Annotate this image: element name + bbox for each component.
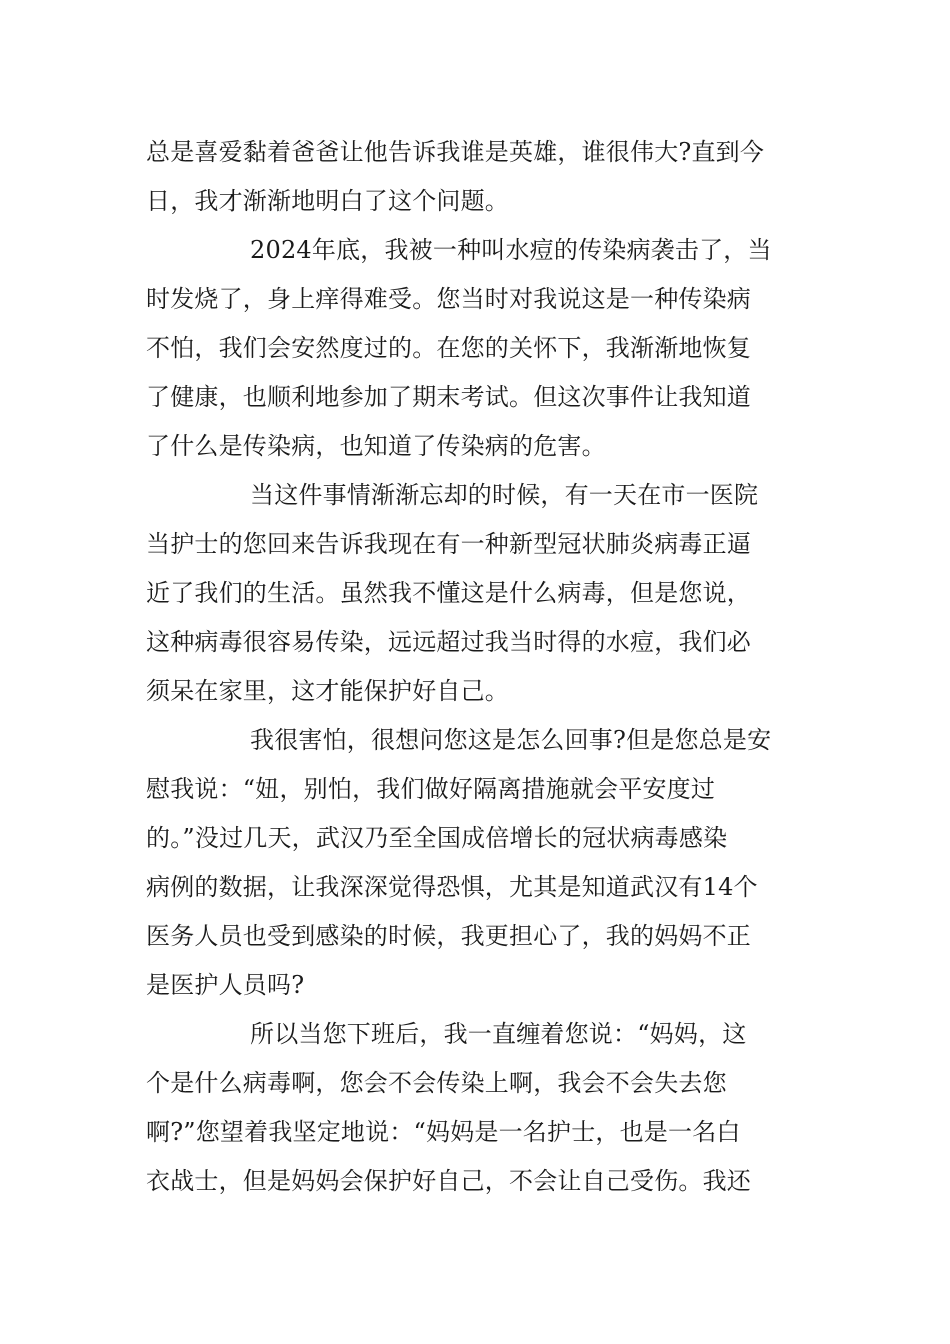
text-line: 不怕，我们会安然度过的。在您的关怀下，我渐渐地恢复 xyxy=(146,334,751,362)
text-line: 病例的数据，让我深深觉得恐惧，尤其是知道武汉有14个 xyxy=(146,873,758,901)
text-line: 近了我们的生活。虽然我不懂这是什么病毒，但是您说， xyxy=(146,579,751,607)
text-line: 日，我才渐渐地明白了这个问题。 xyxy=(146,187,509,215)
paragraph xyxy=(146,1010,808,1206)
text-line: 慰我说：“妞，别怕，我们做好隔离措施就会平安度过 xyxy=(146,775,716,803)
text-line: 个是什么病毒啊，您会不会传染上啊，我会不会失去您 xyxy=(146,1069,727,1097)
text-line: 啊?”您望着我坚定地说：“妈妈是一名护士，也是一名白 xyxy=(146,1118,741,1146)
text-line: 须呆在家里，这才能保护好自己。 xyxy=(146,677,509,705)
text-line: 我很害怕，很想问您这是怎么回事?但是您总是安 xyxy=(250,726,772,754)
text-line: 了什么是传染病，也知道了传染病的危害。 xyxy=(146,432,606,460)
text-line: 了健康，也顺利地参加了期末考试。但这次事件让我知道 xyxy=(146,383,751,411)
text-line: 这种病毒很容易传染，远远超过我当时得的水痘，我们必 xyxy=(146,628,751,656)
paragraph xyxy=(146,226,808,471)
text-line: 医务人员也受到感染的时候，我更担心了，我的妈妈不正 xyxy=(146,922,751,950)
text-line: 当这件事情渐渐忘却的时候，有一天在市一医院 xyxy=(250,481,759,509)
text-line: 当护士的您回来告诉我现在有一种新型冠状肺炎病毒正逼 xyxy=(146,530,751,558)
paragraph xyxy=(146,128,808,226)
text-line: 是医护人员吗? xyxy=(146,971,305,999)
document-body xyxy=(146,128,808,1206)
text-line: 2024年底，我被一种叫水痘的传染病袭击了，当 xyxy=(250,236,772,264)
text-line: 总是喜爱黏着爸爸让他告诉我谁是英雄，谁很伟大?直到今 xyxy=(146,138,765,166)
text-line: 时发烧了，身上痒得难受。您当时对我说这是一种传染病 xyxy=(146,285,751,313)
text-line: 所以当您下班后，我一直缠着您说：“妈妈，这 xyxy=(250,1020,747,1048)
paragraph xyxy=(146,716,808,1010)
text-line: 的。”没过几天，武汉乃至全国成倍增长的冠状病毒感染 xyxy=(146,824,728,852)
text-line: 衣战士，但是妈妈会保护好自己，不会让自己受伤。我还 xyxy=(146,1167,751,1195)
paragraph xyxy=(146,471,808,716)
